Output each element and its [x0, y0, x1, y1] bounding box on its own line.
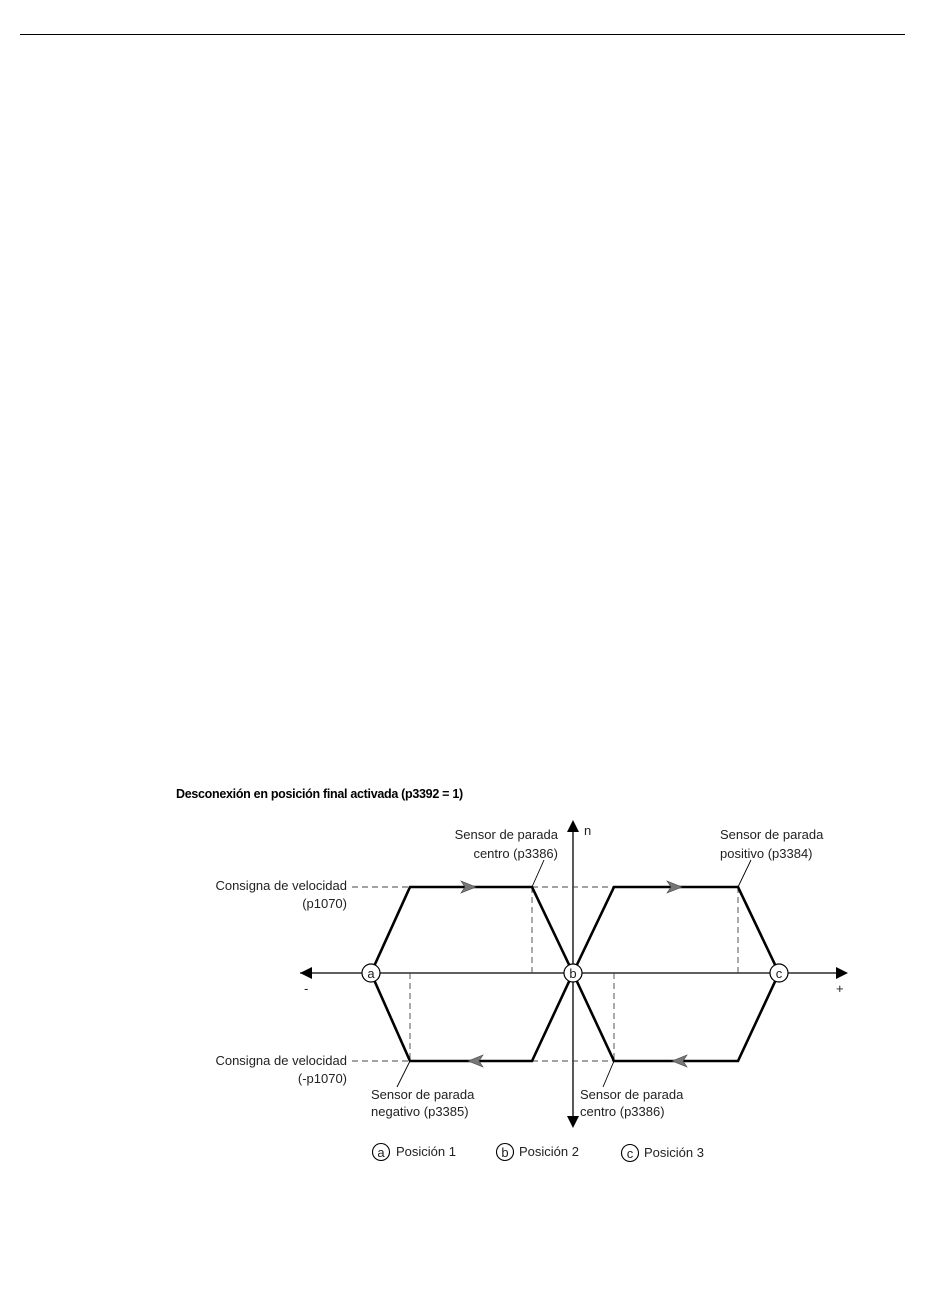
axis-arrow-left	[300, 967, 312, 979]
svg-text:b: b	[501, 1145, 509, 1160]
label-top-positive-line1: Sensor de parada	[720, 827, 824, 842]
leader-top-center	[532, 860, 544, 887]
axis-label-n: n	[584, 823, 592, 838]
axis-arrow-up	[567, 820, 579, 832]
label-setpoint-positive-line1: Consigna de velocidad	[215, 878, 347, 893]
svg-text:c: c	[626, 1146, 634, 1161]
label-bottom-negative-line1: Sensor de parada	[371, 1087, 475, 1102]
label-bottom-center-line1: Sensor de parada	[580, 1087, 684, 1102]
marker-b	[564, 964, 582, 982]
legend-item-position-3	[622, 1145, 704, 1162]
legend-item-position-2	[497, 1144, 579, 1161]
label-bottom-negative-line2: negativo (p3385)	[371, 1104, 469, 1119]
marker-a	[362, 964, 380, 982]
svg-text:a: a	[377, 1145, 385, 1160]
label-top-center-line1: Sensor de parada	[454, 827, 558, 842]
svg-text:b: b	[569, 966, 577, 981]
label-setpoint-negative-line2: (-p1070)	[297, 1071, 347, 1086]
label-setpoint-positive-line2: (p1070)	[302, 896, 347, 911]
svg-text:a: a	[367, 966, 375, 981]
axis-label-plus: +	[836, 981, 844, 996]
leader-bottom-negative	[397, 1061, 410, 1087]
trajectory-b-to-c	[573, 887, 779, 973]
axis-arrow-down	[567, 1116, 579, 1128]
figure-title: Desconexión en posición final activada (p3392 = 1)	[176, 787, 463, 801]
axis-label-minus: -	[304, 981, 309, 996]
trajectory-a-to-b	[371, 887, 573, 973]
leader-bottom-center	[603, 1061, 614, 1087]
legend	[373, 1144, 704, 1162]
label-top-center-line2: centro (p3386)	[473, 846, 558, 861]
label-setpoint-negative-line1: Consigna de velocidad	[215, 1053, 347, 1068]
marker-c	[770, 964, 788, 982]
axis-arrow-right	[836, 967, 848, 979]
svg-text:Posición 3: Posición 3	[644, 1145, 704, 1160]
svg-text:Posición 2: Posición 2	[519, 1144, 579, 1159]
label-top-positive-line2: positivo (p3384)	[720, 846, 813, 861]
trajectory-b-to-a	[371, 973, 573, 1061]
label-bottom-center-line2: centro (p3386)	[580, 1104, 665, 1119]
leader-top-positive	[738, 860, 751, 887]
svg-text:c: c	[775, 966, 783, 981]
svg-text:Posición 1: Posición 1	[396, 1144, 456, 1159]
legend-item-position-1	[373, 1144, 456, 1161]
trajectory-c-to-b	[573, 973, 779, 1061]
